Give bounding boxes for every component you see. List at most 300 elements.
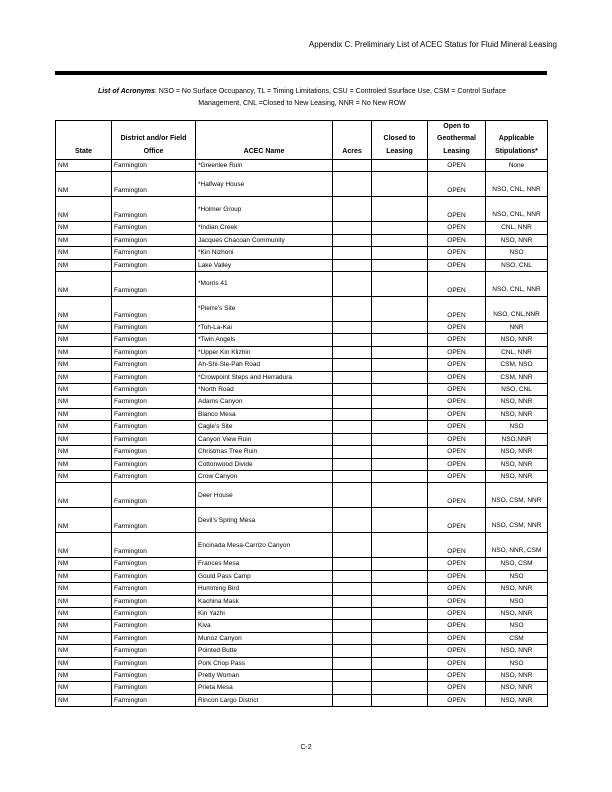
header-acres: Acres xyxy=(333,121,372,160)
cell-acec-name: *Greenlee Ruin xyxy=(196,160,333,172)
cell-stipulations: NSO xyxy=(486,570,548,582)
cell-stipulations: NSO xyxy=(486,595,548,607)
table-row xyxy=(56,322,548,334)
cell-stipulations: None xyxy=(486,160,548,172)
cell-acec-name: *Holmer Group xyxy=(196,197,333,222)
cell-acec-name: Pointed Butte xyxy=(196,645,333,657)
cell-stipulations: NSO, NNR xyxy=(486,234,548,246)
table-row xyxy=(56,334,548,346)
cell-geothermal: OPEN xyxy=(428,483,486,508)
cell-state: NM xyxy=(56,222,112,234)
cell-acec-name: Deer House xyxy=(196,483,333,508)
cell-acres xyxy=(333,247,372,259)
cell-stipulations: NSO, CNL, NNR xyxy=(486,272,548,297)
cell-office: Farmington xyxy=(112,508,196,533)
table-row xyxy=(56,570,548,582)
table-row xyxy=(56,408,548,420)
cell-geothermal: OPEN xyxy=(428,359,486,371)
cell-stipulations: CSM, NSO xyxy=(486,359,548,371)
cell-closed xyxy=(372,384,428,396)
cell-acec-name: *Crowpoint Steps and Herradura xyxy=(196,371,333,383)
table-row xyxy=(56,583,548,595)
cell-acec-name: *Toh-La-Kai xyxy=(196,322,333,334)
cell-state: NM xyxy=(56,346,112,358)
cell-office: Farmington xyxy=(112,359,196,371)
acec-status-table xyxy=(55,120,548,707)
cell-acec-name: Rincon Largo District xyxy=(196,694,333,706)
cell-acres xyxy=(333,197,372,222)
cell-geothermal: OPEN xyxy=(428,583,486,595)
cell-acres xyxy=(333,558,372,570)
cell-closed xyxy=(372,359,428,371)
cell-geothermal: OPEN xyxy=(428,470,486,482)
cell-acec-name: Frances Mesa xyxy=(196,558,333,570)
table-row xyxy=(56,508,548,533)
table-row xyxy=(56,384,548,396)
cell-stipulations: NSO, NNR xyxy=(486,470,548,482)
cell-office: Farmington xyxy=(112,446,196,458)
cell-office: Farmington xyxy=(112,583,196,595)
cell-stipulations: NSO, CNL xyxy=(486,259,548,271)
cell-stipulations: CNL, NNR xyxy=(486,346,548,358)
cell-acres xyxy=(333,669,372,681)
cell-acres xyxy=(333,433,372,445)
cell-state: NM xyxy=(56,694,112,706)
cell-state: NM xyxy=(56,396,112,408)
cell-geothermal: OPEN xyxy=(428,570,486,582)
cell-acec-name: *Indian Creek xyxy=(196,222,333,234)
cell-state: NM xyxy=(56,371,112,383)
cell-stipulations: NSO, NNR, CSM xyxy=(486,533,548,558)
table-row xyxy=(56,470,548,482)
table-row xyxy=(56,234,548,246)
table-row xyxy=(56,160,548,172)
acronyms-legend xyxy=(62,86,542,110)
acronyms-text-1: : NSO = No Surface Occupancy, TL = Timing Limitations, CSU = Controled Ssurface Use, CSM = Control Surface xyxy=(154,88,507,95)
table-body xyxy=(56,160,548,707)
cell-stipulations: NSO, NNR xyxy=(486,334,548,346)
cell-geothermal: OPEN xyxy=(428,322,486,334)
table-row xyxy=(56,297,548,322)
cell-acec-name: Kiva xyxy=(196,620,333,632)
cell-acres xyxy=(333,446,372,458)
cell-acec-name: Munoz Canyon xyxy=(196,632,333,644)
header-state: State xyxy=(56,121,112,160)
cell-stipulations: NSO, NNR xyxy=(486,645,548,657)
cell-closed xyxy=(372,657,428,669)
cell-state: NM xyxy=(56,508,112,533)
cell-geothermal: OPEN xyxy=(428,172,486,197)
cell-closed xyxy=(372,669,428,681)
cell-geothermal: OPEN xyxy=(428,259,486,271)
cell-acec-name: Kachina Mask xyxy=(196,595,333,607)
cell-stipulations: NSO, NNR xyxy=(486,446,548,458)
cell-geothermal: OPEN xyxy=(428,657,486,669)
cell-office: Farmington xyxy=(112,384,196,396)
header-geothermal: Open to Geothermal Leasing xyxy=(428,121,486,160)
cell-office: Farmington xyxy=(112,297,196,322)
cell-stipulations: NSO, CNL xyxy=(486,384,548,396)
cell-geothermal: OPEN xyxy=(428,371,486,383)
table-row xyxy=(56,222,548,234)
cell-state: NM xyxy=(56,645,112,657)
cell-office: Farmington xyxy=(112,433,196,445)
cell-geothermal: OPEN xyxy=(428,458,486,470)
cell-geothermal: OPEN xyxy=(428,508,486,533)
cell-state: NM xyxy=(56,160,112,172)
cell-state: NM xyxy=(56,632,112,644)
cell-office: Farmington xyxy=(112,694,196,706)
cell-acres xyxy=(333,359,372,371)
cell-office: Farmington xyxy=(112,645,196,657)
cell-stipulations: NSO, CNL, NNR xyxy=(486,172,548,197)
cell-acec-name: *North Road xyxy=(196,384,333,396)
cell-stipulations: NNR xyxy=(486,322,548,334)
cell-state: NM xyxy=(56,433,112,445)
cell-closed xyxy=(372,259,428,271)
cell-geothermal: OPEN xyxy=(428,669,486,681)
header-acec-name: ACEC Name xyxy=(196,121,333,160)
table-row xyxy=(56,172,548,197)
cell-closed xyxy=(372,682,428,694)
cell-stipulations: NSO, NNR xyxy=(486,669,548,681)
cell-acec-name: Cottonwood Divide xyxy=(196,458,333,470)
cell-acec-name: Gould Pass Camp xyxy=(196,570,333,582)
cell-acres xyxy=(333,272,372,297)
acronyms-text-2: Management, CNL =Closed to New Leasing, NNR = No New ROW xyxy=(198,100,406,107)
cell-acec-name: Blanco Mesa xyxy=(196,408,333,420)
cell-office: Farmington xyxy=(112,396,196,408)
cell-acec-name: *Upper Kin Klizhin xyxy=(196,346,333,358)
cell-acres xyxy=(333,470,372,482)
cell-acres xyxy=(333,570,372,582)
cell-stipulations: NSO, NNR xyxy=(486,694,548,706)
cell-geothermal: OPEN xyxy=(428,421,486,433)
cell-geothermal: OPEN xyxy=(428,222,486,234)
table-row xyxy=(56,669,548,681)
cell-office: Farmington xyxy=(112,197,196,222)
cell-closed xyxy=(372,396,428,408)
table-row xyxy=(56,359,548,371)
cell-closed xyxy=(372,446,428,458)
cell-acres xyxy=(333,408,372,420)
cell-state: NM xyxy=(56,458,112,470)
table-row xyxy=(56,272,548,297)
cell-acres xyxy=(333,645,372,657)
cell-closed xyxy=(372,371,428,383)
table-row xyxy=(56,247,548,259)
cell-state: NM xyxy=(56,408,112,420)
cell-acres xyxy=(333,483,372,508)
cell-geothermal: OPEN xyxy=(428,607,486,619)
cell-state: NM xyxy=(56,259,112,271)
cell-geothermal: OPEN xyxy=(428,558,486,570)
cell-state: NM xyxy=(56,483,112,508)
cell-stipulations: NSO xyxy=(486,421,548,433)
cell-office: Farmington xyxy=(112,346,196,358)
cell-office: Farmington xyxy=(112,172,196,197)
cell-geothermal: OPEN xyxy=(428,247,486,259)
header-rule xyxy=(55,71,547,75)
cell-state: NM xyxy=(56,558,112,570)
cell-closed xyxy=(372,160,428,172)
cell-closed xyxy=(372,433,428,445)
page-number: C-2 xyxy=(300,744,312,751)
cell-closed xyxy=(372,222,428,234)
cell-acres xyxy=(333,322,372,334)
cell-acres xyxy=(333,508,372,533)
table-row xyxy=(56,595,548,607)
cell-state: NM xyxy=(56,172,112,197)
cell-acec-name: Canyon View Ruin xyxy=(196,433,333,445)
cell-office: Farmington xyxy=(112,632,196,644)
cell-closed xyxy=(372,247,428,259)
cell-state: NM xyxy=(56,570,112,582)
table-row xyxy=(56,433,548,445)
cell-stipulations: NSO, NNR xyxy=(486,396,548,408)
cell-state: NM xyxy=(56,334,112,346)
cell-acres xyxy=(333,172,372,197)
table-row xyxy=(56,346,548,358)
cell-stipulations: NSO xyxy=(486,247,548,259)
cell-acec-name: Kin Yazhi xyxy=(196,607,333,619)
cell-acres xyxy=(333,533,372,558)
cell-closed xyxy=(372,645,428,657)
cell-office: Farmington xyxy=(112,669,196,681)
cell-closed xyxy=(372,595,428,607)
table-row xyxy=(56,197,548,222)
cell-geothermal: OPEN xyxy=(428,396,486,408)
cell-stipulations: NSO, NNR xyxy=(486,583,548,595)
header-closed: Closed to Leasing xyxy=(372,121,428,160)
cell-acres xyxy=(333,458,372,470)
cell-closed xyxy=(372,421,428,433)
cell-office: Farmington xyxy=(112,222,196,234)
cell-state: NM xyxy=(56,421,112,433)
cell-acec-name: *Halfway House xyxy=(196,172,333,197)
cell-acec-name: Christmas Tree Ruin xyxy=(196,446,333,458)
cell-geothermal: OPEN xyxy=(428,433,486,445)
cell-acres xyxy=(333,595,372,607)
cell-acres xyxy=(333,371,372,383)
cell-state: NM xyxy=(56,272,112,297)
table-row xyxy=(56,458,548,470)
cell-closed xyxy=(372,583,428,595)
cell-state: NM xyxy=(56,620,112,632)
cell-stipulations: NSO,NNR xyxy=(486,433,548,445)
cell-acec-name: Adams Canyon xyxy=(196,396,333,408)
cell-stipulations: NSO, NNR xyxy=(486,408,548,420)
cell-acec-name: Humming Bird xyxy=(196,583,333,595)
cell-acres xyxy=(333,396,372,408)
cell-office: Farmington xyxy=(112,247,196,259)
cell-geothermal: OPEN xyxy=(428,595,486,607)
cell-closed xyxy=(372,632,428,644)
table-row xyxy=(56,421,548,433)
cell-stipulations: NSO, NNR xyxy=(486,607,548,619)
cell-stipulations: NSO, CSM xyxy=(486,558,548,570)
table-row xyxy=(56,620,548,632)
cell-geothermal: OPEN xyxy=(428,297,486,322)
cell-state: NM xyxy=(56,322,112,334)
cell-closed xyxy=(372,620,428,632)
cell-acec-name: *Pierre's Site xyxy=(196,297,333,322)
cell-stipulations: NSO, NNR xyxy=(486,682,548,694)
cell-office: Farmington xyxy=(112,682,196,694)
cell-acec-name: *Kin Nizhoni xyxy=(196,247,333,259)
cell-closed xyxy=(372,470,428,482)
cell-acres xyxy=(333,657,372,669)
cell-geothermal: OPEN xyxy=(428,408,486,420)
cell-acres xyxy=(333,346,372,358)
cell-acres xyxy=(333,384,372,396)
cell-closed xyxy=(372,197,428,222)
cell-office: Farmington xyxy=(112,458,196,470)
cell-acec-name: Ah-Shi-Sle-Pah Road xyxy=(196,359,333,371)
cell-closed xyxy=(372,334,428,346)
table-row xyxy=(56,483,548,508)
table-row xyxy=(56,558,548,570)
cell-state: NM xyxy=(56,583,112,595)
cell-closed xyxy=(372,297,428,322)
cell-office: Farmington xyxy=(112,607,196,619)
cell-office: Farmington xyxy=(112,657,196,669)
cell-geothermal: OPEN xyxy=(428,384,486,396)
cell-acres xyxy=(333,421,372,433)
cell-office: Farmington xyxy=(112,470,196,482)
cell-office: Farmington xyxy=(112,160,196,172)
cell-office: Farmington xyxy=(112,334,196,346)
cell-acec-name: *Twin Angels xyxy=(196,334,333,346)
cell-closed xyxy=(372,408,428,420)
cell-closed xyxy=(372,570,428,582)
cell-acec-name: Pork Chop Pass xyxy=(196,657,333,669)
cell-geothermal: OPEN xyxy=(428,346,486,358)
cell-acres xyxy=(333,607,372,619)
cell-stipulations: CSM, NNR xyxy=(486,371,548,383)
cell-state: NM xyxy=(56,533,112,558)
table-row xyxy=(56,371,548,383)
cell-office: Farmington xyxy=(112,421,196,433)
table-row xyxy=(56,694,548,706)
cell-acres xyxy=(333,160,372,172)
cell-state: NM xyxy=(56,234,112,246)
cell-acres xyxy=(333,620,372,632)
cell-geothermal: OPEN xyxy=(428,620,486,632)
cell-state: NM xyxy=(56,657,112,669)
cell-geothermal: OPEN xyxy=(428,234,486,246)
cell-office: Farmington xyxy=(112,272,196,297)
cell-office: Farmington xyxy=(112,570,196,582)
cell-office: Farmington xyxy=(112,259,196,271)
table-row xyxy=(56,645,548,657)
cell-closed xyxy=(372,458,428,470)
cell-geothermal: OPEN xyxy=(428,682,486,694)
cell-stipulations: NSO, CSM, NNR xyxy=(486,508,548,533)
cell-state: NM xyxy=(56,359,112,371)
cell-office: Farmington xyxy=(112,483,196,508)
cell-acec-name: Devil's Spring Mesa xyxy=(196,508,333,533)
cell-office: Farmington xyxy=(112,558,196,570)
cell-closed xyxy=(372,558,428,570)
cell-acres xyxy=(333,259,372,271)
table-row xyxy=(56,607,548,619)
cell-state: NM xyxy=(56,470,112,482)
table-row xyxy=(56,657,548,669)
cell-closed xyxy=(372,172,428,197)
cell-geothermal: OPEN xyxy=(428,334,486,346)
cell-acec-name: Prieta Mesa xyxy=(196,682,333,694)
cell-acres xyxy=(333,222,372,234)
cell-geothermal: OPEN xyxy=(428,694,486,706)
header-district: District and/or Field Office xyxy=(112,121,196,160)
cell-acres xyxy=(333,583,372,595)
cell-closed xyxy=(372,483,428,508)
cell-acres xyxy=(333,682,372,694)
cell-office: Farmington xyxy=(112,595,196,607)
cell-state: NM xyxy=(56,384,112,396)
cell-stipulations: NSO, CNL, NNR xyxy=(486,197,548,222)
table-row xyxy=(56,259,548,271)
cell-acec-name: Crow Canyon xyxy=(196,470,333,482)
cell-geothermal: OPEN xyxy=(428,160,486,172)
cell-closed xyxy=(372,694,428,706)
cell-stipulations: NSO, NNR xyxy=(486,458,548,470)
cell-office: Farmington xyxy=(112,371,196,383)
cell-state: NM xyxy=(56,446,112,458)
cell-state: NM xyxy=(56,607,112,619)
cell-geothermal: OPEN xyxy=(428,446,486,458)
cell-state: NM xyxy=(56,197,112,222)
cell-closed xyxy=(372,533,428,558)
cell-geothermal: OPEN xyxy=(428,533,486,558)
cell-acres xyxy=(333,297,372,322)
cell-acres xyxy=(333,234,372,246)
cell-closed xyxy=(372,272,428,297)
cell-closed xyxy=(372,346,428,358)
cell-state: NM xyxy=(56,297,112,322)
cell-state: NM xyxy=(56,595,112,607)
cell-acec-name: Lake Valley xyxy=(196,259,333,271)
cell-office: Farmington xyxy=(112,408,196,420)
cell-office: Farmington xyxy=(112,620,196,632)
cell-acec-name: Pretty Woman xyxy=(196,669,333,681)
cell-state: NM xyxy=(56,682,112,694)
table-row xyxy=(56,682,548,694)
page-header-title: Appendix C. Preliminary List of ACEC Status for Fluid Mineral Leasing xyxy=(308,40,557,49)
cell-stipulations: CSM xyxy=(486,632,548,644)
cell-state: NM xyxy=(56,247,112,259)
cell-office: Farmington xyxy=(112,322,196,334)
cell-geothermal: OPEN xyxy=(428,645,486,657)
cell-geothermal: OPEN xyxy=(428,197,486,222)
table-row xyxy=(56,396,548,408)
cell-closed xyxy=(372,322,428,334)
table-header-row xyxy=(56,121,548,160)
cell-acec-name: Encinada Mesa-Carrizo Canyon xyxy=(196,533,333,558)
cell-stipulations: CNL, NNR xyxy=(486,222,548,234)
table-row xyxy=(56,446,548,458)
cell-stipulations: NSO xyxy=(486,620,548,632)
cell-office: Farmington xyxy=(112,533,196,558)
cell-geothermal: OPEN xyxy=(428,632,486,644)
cell-acres xyxy=(333,694,372,706)
cell-stipulations: NSO, CSM, NNR xyxy=(486,483,548,508)
cell-office: Farmington xyxy=(112,234,196,246)
cell-geothermal: OPEN xyxy=(428,272,486,297)
cell-stipulations: NSO xyxy=(486,657,548,669)
cell-acres xyxy=(333,334,372,346)
